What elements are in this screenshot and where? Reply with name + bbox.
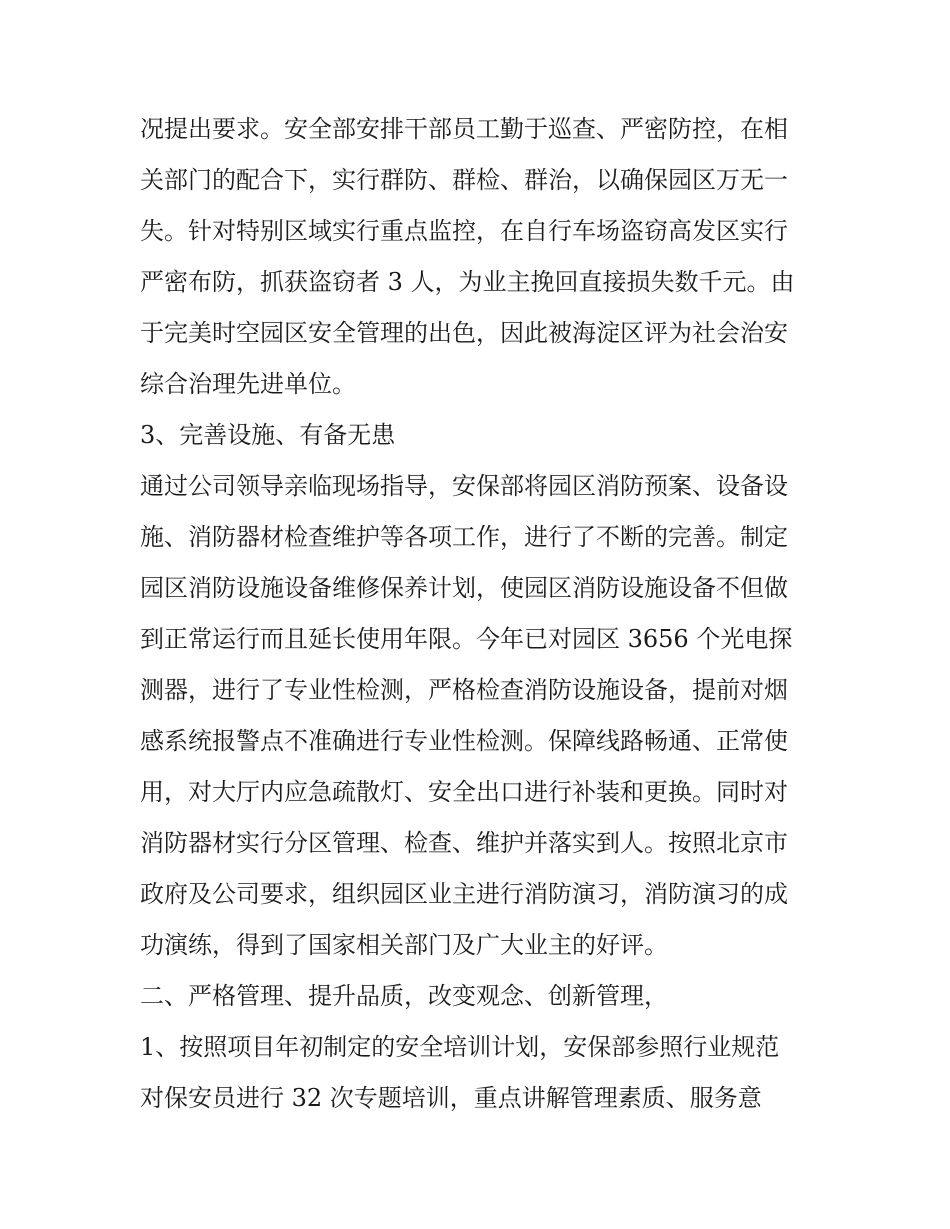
text-line: 施、消防器材检查维护等各项工作，进行了不断的完善。制定	[140, 523, 788, 551]
text-line: 况提出要求。安全部安排干部员工勤于巡查、严密防控，在相	[140, 115, 788, 143]
text-line: 1、按照项目年初制定的安全培训计划，安保部参照行业规范	[140, 1033, 780, 1061]
text-line: 消防器材实行分区管理、检查、维护并落实到人。按照北京市	[140, 829, 788, 857]
text-line: 对保安员进行 32 次专题培训，重点讲解管理素质、服务意	[140, 1084, 762, 1112]
text-line: 失。针对特别区域实行重点监控，在自行车场盗窃高发区实行	[140, 217, 788, 245]
text-line: 功演练，得到了国家相关部门及广大业主的好评。	[140, 931, 668, 959]
section-heading: 3、完善设施、有备无患	[140, 421, 396, 449]
text-line: 测器，进行了专业性检测，严格检查消防设施设备，提前对烟	[140, 676, 788, 704]
text-line: 关部门的配合下，实行群防、群检、群治，以确保园区万无一	[140, 166, 788, 194]
text-line: 用，对大厅内应急疏散灯、安全出口进行补装和更换。同时对	[140, 778, 788, 806]
text-line: 于完美时空园区安全管理的出色，因此被海淀区评为社会治安	[140, 319, 788, 347]
document-body	[140, 104, 820, 1124]
text-line: 严密布防，抓获盗窃者 3 人，为业主挽回直接损失数千元。由	[140, 268, 795, 296]
text-line: 到正常运行而且延长使用年限。今年已对园区 3656 个光电探	[140, 625, 793, 653]
text-line: 园区消防设施设备维修保养计划，使园区消防设施设备不但做	[140, 574, 788, 602]
text-line: 综合治理先进单位。	[140, 370, 356, 398]
section-heading: 二、严格管理、提升品质，改变观念、创新管理，	[140, 982, 668, 1010]
text-line: 政府及公司要求，组织园区业主进行消防演习，消防演习的成	[140, 880, 788, 908]
text-line: 通过公司领导亲临现场指导，安保部将园区消防预案、设备设	[140, 472, 788, 500]
text-line: 感系统报警点不准确进行专业性检测。保障线路畅通、正常使	[140, 727, 788, 755]
